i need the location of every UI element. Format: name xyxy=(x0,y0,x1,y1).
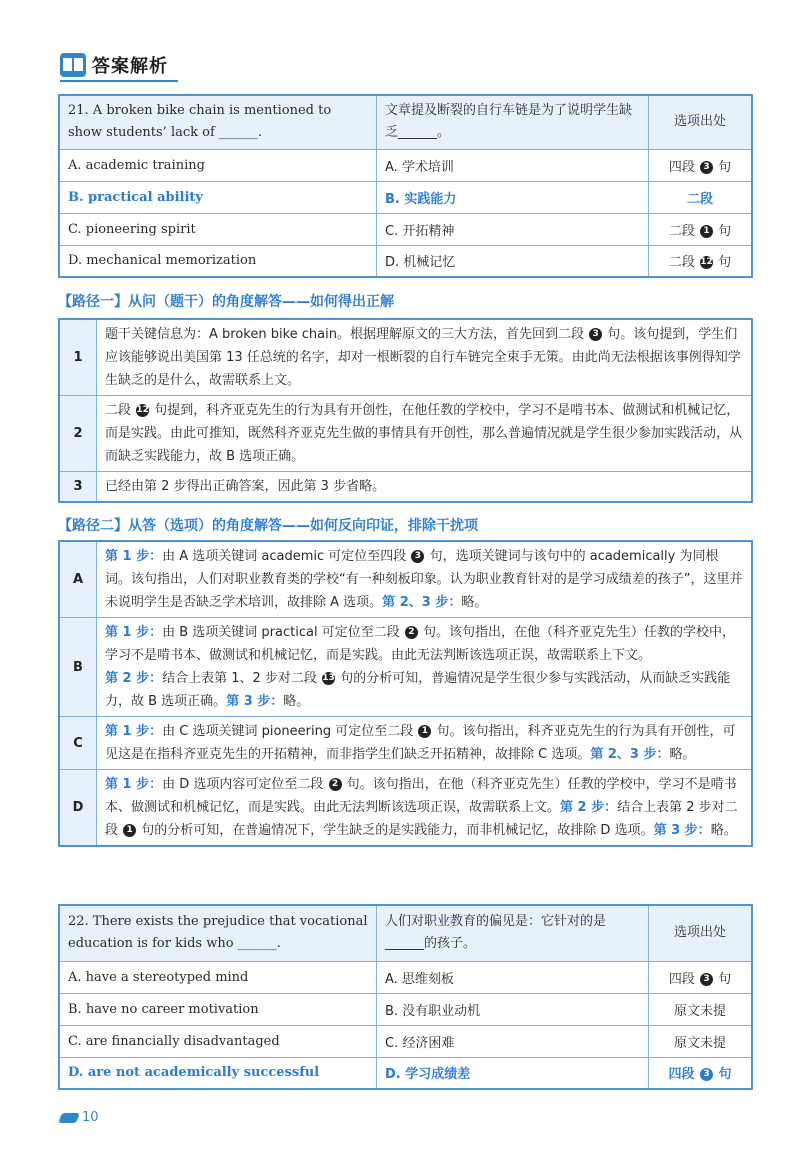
step-number: 2 xyxy=(59,396,97,472)
circled-number: 2 xyxy=(329,778,342,791)
q21-source-header: 选项出处 xyxy=(649,95,753,149)
circled-number: 13 xyxy=(322,673,335,683)
q22-option-row xyxy=(59,993,752,1025)
q22-option-source: 四段 3 句 xyxy=(649,961,753,993)
option-analysis: 第 1 步：由 C 选项关键词 pioneering 可定位至二段 1 句。该句指出，科齐亚克先生的行为具有开创性，可见这是在指科齐亚克先生的开拓精神，而非指学生们缺乏开拓精神，故排除 C 选项。第 2、3 步：略。 xyxy=(97,717,753,770)
circled-number: 3 xyxy=(700,1068,713,1081)
path2-row-b xyxy=(59,618,752,717)
q21-question-en: 21. A broken bike chain is mentioned to show students’ lack of ______. xyxy=(59,95,377,149)
path2-row-d xyxy=(59,770,752,847)
path2-table xyxy=(58,540,753,847)
q21-option-en: C. pioneering spirit xyxy=(59,213,377,245)
q21-option-en: D. mechanical memorization xyxy=(59,245,377,277)
q22-option-en: D. are not academically successful xyxy=(59,1057,377,1089)
circled-number: 3 xyxy=(700,973,713,986)
book-icon xyxy=(60,53,86,77)
page-number: 10 xyxy=(60,1110,99,1125)
q21-option-row xyxy=(59,245,752,277)
circled-number: 1 xyxy=(123,824,136,837)
option-analysis: 第 1 步：由 D 选项内容可定位至二段 2 句。该句指出，在他（科齐亚克先生）任教的学校中，学习不是啃书本、做测试和机械记忆，而是实践。由此无法判断该选项正误，故需联系上文。第 2 步：结合上表第 2 步对二段 1 句的分析可知，在普遍情况下，学生缺乏的是实践能力，而非机械记忆，故排除 D 选项。第 3 步：略。 xyxy=(97,770,753,847)
q21-option-en: A. academic training xyxy=(59,149,377,181)
q22-option-cn: D. 学习成绩差 xyxy=(377,1057,649,1089)
header-underline xyxy=(60,80,178,82)
q21-option-row xyxy=(59,149,752,181)
circled-number: 3 xyxy=(700,161,713,174)
circled-number: 1 xyxy=(418,725,431,738)
q22-option-cn: B. 没有职业动机 xyxy=(377,993,649,1025)
path2-row-c xyxy=(59,717,752,770)
q21-option-source: 二段 1 句 xyxy=(649,213,753,245)
option-analysis: 第 1 步：由 B 选项关键词 practical 可定位至二段 2 句。该句指出，在他（科齐亚克先生）任教的学校中，学习不是啃书本、做测试和机械记忆，而是实践。由此无法判断该选项正误，故需联系上下文。 第 2 步：结合上表第 1、2 步对二段 13 句的分析可知，普遍情况是学生很少参与实践活动，从而缺乏实践能力，故 B 选项正确。第 3 步：略。 xyxy=(97,618,753,717)
q22-option-row xyxy=(59,961,752,993)
q21-question-cn: 文章提及断裂的自行车链是为了说明学生缺乏______。 xyxy=(377,95,649,149)
circled-number: 3 xyxy=(411,550,424,563)
q22-option-en: C. are financially disadvantaged xyxy=(59,1025,377,1057)
q22-option-en: B. have no career motivation xyxy=(59,993,377,1025)
circled-number: 1 xyxy=(700,225,713,238)
q21-option-cn: A. 学术培训 xyxy=(377,149,649,181)
step-text: 题干关键信息为：A broken bike chain。根据理解原文的三大方法，首先回到二段 3 句。该句提到，学生们应该能够说出美国第 13 任总统的名字，却对一根断裂的自行车链完全束手无策。由此尚无法根据该事例得知学生缺乏的是什么，故需联系上文。 xyxy=(97,319,753,396)
option-letter: C xyxy=(59,717,97,770)
step-number: 3 xyxy=(59,472,97,503)
path1-row xyxy=(59,396,752,472)
q22-option-source: 原文未提 xyxy=(649,993,753,1025)
step-number: 1 xyxy=(59,319,97,396)
circled-number: 12 xyxy=(700,257,713,268)
path2-heading: 【路径二】从答（选项）的角度解答——如何反向印证，排除干扰项 xyxy=(58,518,478,534)
path1-row xyxy=(59,319,752,396)
q21-option-row xyxy=(59,213,752,245)
section-header xyxy=(60,50,168,80)
path1-row xyxy=(59,472,752,503)
option-letter: A xyxy=(59,541,97,618)
q22-option-en: A. have a stereotyped mind xyxy=(59,961,377,993)
path1-heading: 【路径一】从问（题干）的角度解答——如何得出正解 xyxy=(58,294,394,310)
q21-table xyxy=(58,94,753,278)
q21-option-en: B. practical ability xyxy=(59,181,377,213)
option-letter: B xyxy=(59,618,97,717)
option-analysis: 第 1 步：由 A 选项关键词 academic 可定位至四段 3 句，选项关键词与该句中的 academically 为同根词。该句指出，人们对职业教育类的学校“有一种刻板印象。认为职业教育针对的是学习成绩差的孩子”，这里并未说明学生是否缺乏学术培训，故排除 A 选项。第 2、3 步：略。 xyxy=(97,541,753,618)
circled-number: 3 xyxy=(589,328,602,341)
option-letter: D xyxy=(59,770,97,847)
q21-option-row-correct xyxy=(59,181,752,213)
q22-option-row-correct xyxy=(59,1057,752,1089)
q22-source-header: 选项出处 xyxy=(649,905,753,961)
q22-table xyxy=(58,904,753,1090)
graduation-cap-icon xyxy=(58,1113,80,1123)
q21-option-cn: D. 机械记忆 xyxy=(377,245,649,277)
step-text: 二段 12 句提到，科齐亚克先生的行为具有开创性，在他任教的学校中，学习不是啃书本、做测试和机械记忆，而是实践。由此可推知，既然科齐亚克先生做的事情具有开创性，那么普遍情况就是学生很少参加实践活动，从而缺乏实践能力，故 B 选项正确。 xyxy=(97,396,753,472)
path2-row-a xyxy=(59,541,752,618)
q21-option-source: 二段 xyxy=(649,181,753,213)
q21-option-source: 四段 3 句 xyxy=(649,149,753,181)
q22-option-source: 四段 3 句 xyxy=(649,1057,753,1089)
q21-option-cn: B. 实践能力 xyxy=(377,181,649,213)
q22-question-cn: 人们对职业教育的偏见是：它针对的是______的孩子。 xyxy=(377,905,649,961)
circled-number: 12 xyxy=(136,405,149,415)
q21-option-source: 二段 12 句 xyxy=(649,245,753,277)
q22-option-row xyxy=(59,1025,752,1057)
q22-option-cn: C. 经济困难 xyxy=(377,1025,649,1057)
section-title: 答案解析 xyxy=(92,56,168,77)
circled-number: 2 xyxy=(405,626,418,639)
q22-question-en: 22. There exists the prejudice that vocational education is for kids who ______. xyxy=(59,905,377,961)
q22-option-cn: A. 思维刻板 xyxy=(377,961,649,993)
step-text: 已经由第 2 步得出正确答案，因此第 3 步省略。 xyxy=(97,472,753,503)
q21-option-cn: C. 开拓精神 xyxy=(377,213,649,245)
path1-table xyxy=(58,318,753,503)
q22-option-source: 原文未提 xyxy=(649,1025,753,1057)
